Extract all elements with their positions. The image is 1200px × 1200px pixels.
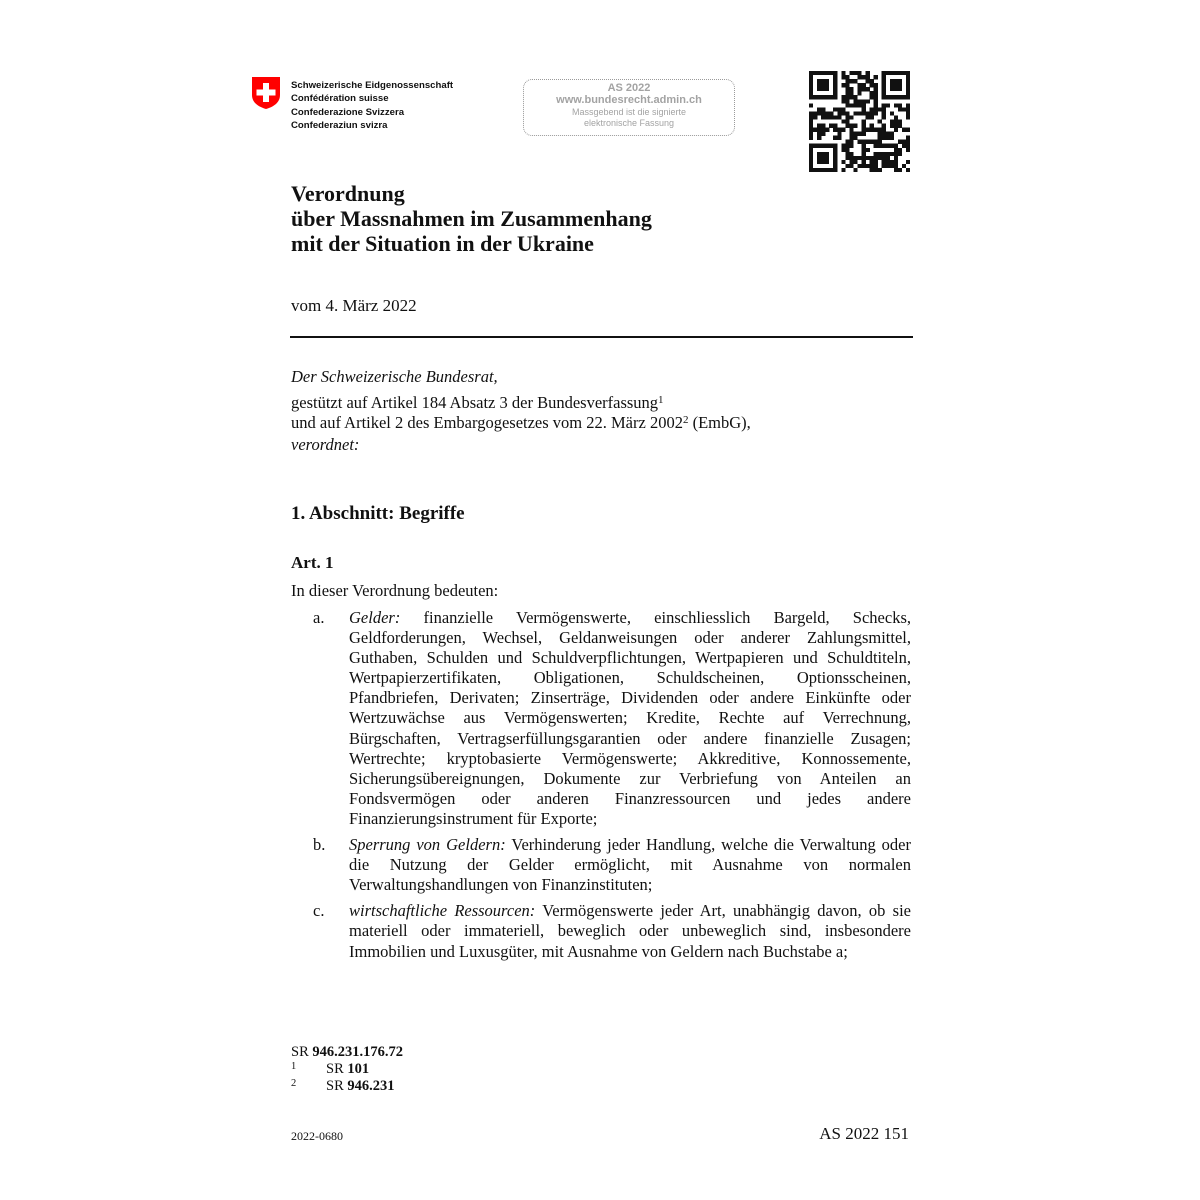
footnote-number: 1 [291,1061,297,1072]
definition-item-b [291,835,911,895]
item-text: Vermögenswerte jeder Art, unabhängig davon, ob sie materiell oder immateriell, beweglich oder unbeweglich sind, insbesondere Immobilien und Luxusgüter, mit Ausnahme von Geldern nach Buchstabe a; [349,901,911,961]
preamble-authority: Der Schweizerische Bundesrat, [291,367,498,386]
title-line-3: mit der Situation in der Ukraine [291,231,594,256]
footnote-2 [291,1078,403,1095]
agency-name [291,79,453,132]
footnotes [291,1044,403,1095]
section-heading: 1. Abschnitt: Begriffe [291,503,465,524]
footnote-value[interactable]: 946.231 [347,1078,395,1094]
publication-stamp [523,79,735,136]
page-reference: AS 2022 151 [819,1124,909,1143]
item-text: Verhinderung jeder Handlung, welche die Verwaltung oder die Nutzung der Gelder ermöglicht, mit Ausnahme von normalen Verwaltungshandlungen von Finanzinstituten; [349,835,911,895]
item-marker: a. [313,608,325,627]
title-line-2: über Massnahmen im Zusammenhang [291,206,652,231]
agency-line-rm: Confederaziun svizra [291,119,388,131]
definition-list [291,608,911,968]
footnote-value[interactable]: 101 [347,1061,370,1077]
definition-item-a [291,608,911,829]
preamble [291,367,911,455]
document-date: vom 4. März 2022 [291,296,417,315]
document-title [291,181,652,256]
footnote-prefix: SR [326,1061,348,1077]
article-intro: In dieser Verordnung bedeuten: [291,581,499,600]
footnote-ref-1[interactable]: 1 [658,394,664,406]
preamble-basis-1 [291,393,911,413]
preamble-decree: verordnet: [291,435,360,454]
agency-line-de: Schweizerische Eidgenossenschaft [291,80,454,91]
item-marker: b. [313,835,326,855]
document-code: 2022-0680 [291,1129,343,1143]
qr-code-icon [809,71,910,172]
article-label: Art. 1 [291,553,334,572]
item-term: wirtschaftliche Ressourcen: [349,901,536,921]
footnote-number: 2 [291,1078,297,1089]
footnote-ref-2[interactable]: 2 [682,414,689,426]
stamp-line-2: www.bundesrecht.admin.ch [556,94,702,106]
basis-2-suffix: (EmbG), [688,413,751,432]
sr-number: 946.231.176.72 [312,1044,403,1060]
item-term: Gelder: [349,608,401,627]
item-marker: c. [313,901,325,921]
footnote-prefix: SR [326,1078,348,1094]
agency-line-it: Confederazione Svizzera [291,106,405,118]
title-line-1: Verordnung [291,181,405,206]
definition-item-c [291,901,911,961]
item-term: Sperrung von Geldern: [349,835,506,855]
sr-reference [291,1044,403,1061]
swiss-flag-icon [251,76,281,110]
basis-2-text: und auf Artikel 2 des Embargogesetzes vom 22. März 2002 [291,413,683,432]
footnote-1 [291,1061,403,1078]
stamp-line-3: Massgebend ist die signierte [571,107,687,117]
agency-line-fr: Confédération suisse [291,93,389,105]
stamp-line-1: AS 2022 [607,82,651,94]
item-text: finanzielle Vermögenswerte, einschliesslich Bargeld, Schecks, Geldforderungen, Wechsel, Geldanweisungen oder anderer Zahlungsmittel, Guthaben, Schulden und Schuldverpflichtungen, Wertpapieren und Schuldtiteln, Wertpapierzertifikaten, Obligationen, Schuldscheinen, Optionsscheinen, Pfandbriefen, Derivaten; Zinserträge, Dividenden oder andere Einkünfte oder Wertzuwächse aus Vermögenswerten; Kredite, Rechte auf Verrechnung, Bürgschaften, Vertragserfüllungsgarantien oder andere finanzielle Zusagen; Wertrechte; kryptobasierte Vermögenswerte; Akkreditive, Konnossemente, Sicherungsübereignungen, Dokumente zur Verbriefung von Anteilen an Fondsvermögen oder anderen Finanzressourcen und jedes andere Finanzierungsinstrument für Exporte; [349,608,911,828]
preamble-basis-2 [291,413,911,433]
basis-1-text: gestützt auf Artikel 184 Absatz 3 der Bundesverfassung [291,393,659,412]
title-divider [290,336,913,338]
sr-prefix: SR [291,1044,313,1060]
stamp-line-4: elektronische Fassung [583,118,675,128]
